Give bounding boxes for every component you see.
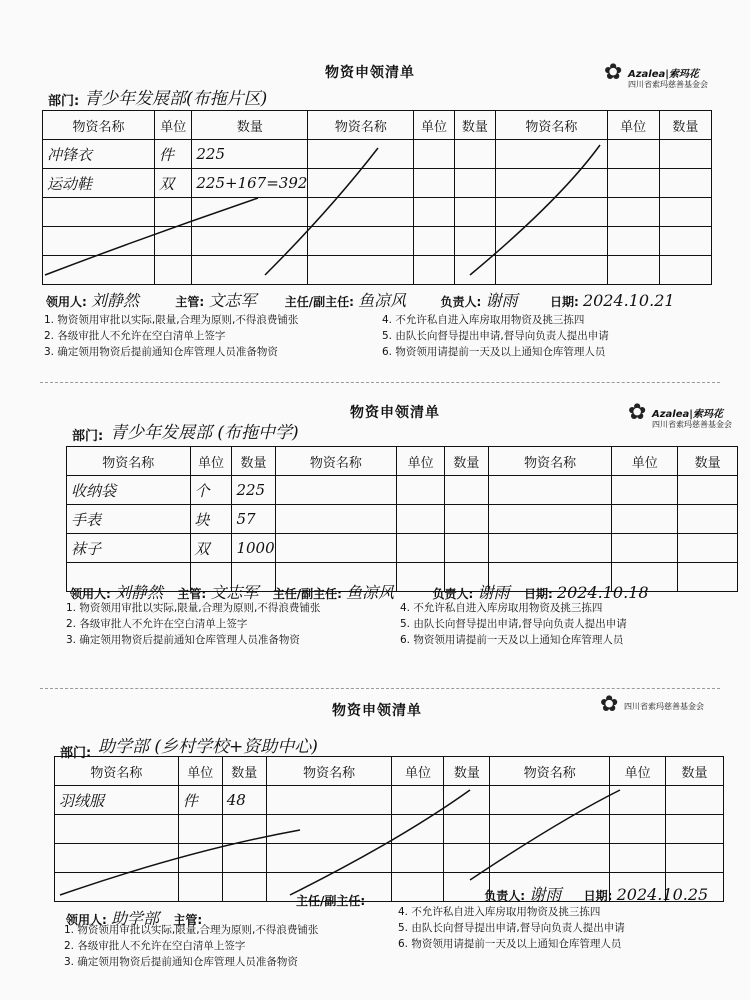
rule-text: 4. 不允许私自进入库房取用物资及挑三拣四 xyxy=(382,314,585,326)
azalea-flower-icon: ✿ xyxy=(628,400,647,425)
director-label: 主任/副主任: xyxy=(272,587,342,601)
director-label: 主任/副主任: xyxy=(284,295,354,309)
rule-text: 4. 不允许私自进入库房取用物资及挑三拣四 xyxy=(398,906,601,918)
responsible-label: 负责人: xyxy=(440,295,482,309)
recipient-label: 领用人: xyxy=(46,295,87,309)
logo-brand: Azalea|索玛花 xyxy=(652,409,723,420)
rule-text: 2. 各级审批人不允许在空白清单上签字 xyxy=(64,940,246,952)
dept-label: 部门: xyxy=(72,429,104,444)
dept-value: 助学部 (乡村学校+资助中心) xyxy=(98,737,318,757)
item-unit: 块 xyxy=(190,505,232,534)
responsible-signature: 谢雨 xyxy=(477,583,510,602)
table-row xyxy=(55,815,724,844)
col-header: 数量 xyxy=(232,447,275,476)
col-header: 物资名称 xyxy=(55,757,179,786)
item-unit: 件 xyxy=(155,140,192,169)
rule-text: 3. 确定领用物资后提前通知仓库管理人员准备物资 xyxy=(44,346,278,358)
rule-text: 2. 各级审批人不允许在空白清单上签字 xyxy=(44,330,226,342)
col-header: 数量 xyxy=(454,111,496,140)
col-header: 单位 xyxy=(607,111,659,140)
rule-text: 6. 物资领用请提前一天及以上通知仓库管理人员 xyxy=(400,634,624,646)
rule-text: 6. 物资领用请提前一天及以上通知仓库管理人员 xyxy=(382,346,606,358)
supervisor-signature: 文志军 xyxy=(208,291,257,310)
date-value: 2024.10.18 xyxy=(556,583,649,602)
col-header: 物资名称 xyxy=(488,447,612,476)
item-qty: 225+167=392 xyxy=(192,169,308,198)
director-signature: 鱼凉风 xyxy=(346,583,395,602)
rule-text: 4. 不允许私自进入库房取用物资及挑三拣四 xyxy=(400,602,603,614)
azalea-flower-icon: ✿ xyxy=(600,692,619,717)
rule-text: 2. 各级审批人不允许在空白清单上签字 xyxy=(66,618,248,630)
rule-text: 3. 确定领用物资后提前通知仓库管理人员准备物资 xyxy=(64,956,298,968)
col-header: 物资名称 xyxy=(496,111,607,140)
col-header: 物资名称 xyxy=(490,757,610,786)
recipient-signature: 刘静然 xyxy=(115,583,164,602)
item-name: 手表 xyxy=(67,505,191,534)
supervisor-label: 主管: xyxy=(173,913,203,927)
form-title: 物资申领清单 xyxy=(332,703,422,719)
responsible-label: 负责人: xyxy=(484,889,525,903)
dept-value: 青少年发展部(布拖片区) xyxy=(84,89,268,109)
item-unit: 件 xyxy=(178,786,222,815)
table-row xyxy=(55,844,724,873)
col-header: 数量 xyxy=(222,757,266,786)
item-name: 袜子 xyxy=(67,534,191,563)
director-label: 主任/副主任: xyxy=(296,894,366,908)
dept-value: 青少年发展部 (布拖中学) xyxy=(110,423,299,443)
items-table xyxy=(54,756,724,902)
col-header: 物资名称 xyxy=(266,757,392,786)
item-unit: 双 xyxy=(155,169,192,198)
recipient-label: 领用人: xyxy=(66,913,107,927)
foundation-logo xyxy=(600,692,704,717)
col-header: 单位 xyxy=(190,447,232,476)
date-label: 日期: xyxy=(549,295,579,309)
supervisor-signature: 文志军 xyxy=(210,583,259,602)
item-name: 羽绒服 xyxy=(55,786,179,815)
col-header: 数量 xyxy=(192,111,308,140)
col-header: 单位 xyxy=(610,757,666,786)
rule-text: 6. 物资领用请提前一天及以上通知仓库管理人员 xyxy=(398,938,622,950)
supervisor-label: 主管: xyxy=(175,295,205,309)
rule-text: 5. 由队长向督导提出申请,督导向负责人提出申请 xyxy=(382,330,609,342)
col-header: 数量 xyxy=(678,447,738,476)
col-header: 数量 xyxy=(445,447,489,476)
col-header: 单位 xyxy=(414,111,454,140)
supervisor-label: 主管: xyxy=(177,587,207,601)
responsible-signature: 谢雨 xyxy=(485,291,518,310)
col-header: 数量 xyxy=(666,757,724,786)
col-header: 物资名称 xyxy=(67,447,191,476)
item-name: 收纳袋 xyxy=(67,476,191,505)
date-value: 2024.10.21 xyxy=(582,291,675,310)
date-label: 日期: xyxy=(583,889,613,903)
form-title: 物资申领清单 xyxy=(350,405,440,421)
logo-org: 四川省索玛慈善基金会 xyxy=(652,420,732,429)
rule-text: 3. 确定领用物资后提前通知仓库管理人员准备物资 xyxy=(66,634,300,646)
logo-org: 四川省索玛慈善基金会 xyxy=(628,80,708,89)
director-signature: 鱼凉风 xyxy=(358,291,407,310)
azalea-flower-icon: ✿ xyxy=(604,60,623,85)
item-qty: 225 xyxy=(192,140,308,169)
dept-label: 部门: xyxy=(48,94,80,109)
recipient-label: 领用人: xyxy=(70,587,111,601)
col-header: 物资名称 xyxy=(43,111,155,140)
date-value: 2024.10.25 xyxy=(616,885,709,904)
rule-text: 1. 物资领用审批以实际,限量,合理为原则,不得浪费铺张 xyxy=(64,924,319,936)
item-name: 冲锋衣 xyxy=(43,140,155,169)
logo-brand: Azalea|索玛花 xyxy=(628,69,699,80)
recipient-signature: 助学部 xyxy=(111,909,160,928)
col-header: 数量 xyxy=(444,757,490,786)
rule-text: 5. 由队长向督导提出申请,督导向负责人提出申请 xyxy=(398,922,625,934)
recipient-signature: 刘静然 xyxy=(91,291,140,310)
col-header: 单位 xyxy=(178,757,222,786)
rule-text: 5. 由队长向督导提出申请,督导向负责人提出申请 xyxy=(400,618,627,630)
responsible-signature: 谢雨 xyxy=(529,885,562,904)
rule-text: 1. 物资领用审批以实际,限量,合理为原则,不得浪费铺张 xyxy=(66,602,321,614)
col-header: 单位 xyxy=(392,757,444,786)
col-header: 单位 xyxy=(155,111,192,140)
table-row xyxy=(55,786,724,815)
director-row xyxy=(296,890,365,909)
col-header: 物资名称 xyxy=(275,447,397,476)
item-name: 运动鞋 xyxy=(43,169,155,198)
rules-left xyxy=(64,922,318,970)
col-header: 单位 xyxy=(397,447,445,476)
dept-label: 部门: xyxy=(60,746,92,761)
date-label: 日期: xyxy=(523,587,553,601)
item-unit: 双 xyxy=(190,534,232,563)
item-unit: 个 xyxy=(190,476,232,505)
item-qty: 48 xyxy=(222,786,266,815)
col-header: 数量 xyxy=(659,111,711,140)
item-qty: 225 xyxy=(232,476,275,505)
item-qty: 57 xyxy=(232,505,275,534)
logo-org: 四川省索玛慈善基金会 xyxy=(624,702,704,711)
col-header: 物资名称 xyxy=(308,111,414,140)
table-header-row xyxy=(55,757,724,786)
responsible-label: 负责人: xyxy=(432,587,474,601)
form-title: 物资申领清单 xyxy=(325,65,415,81)
rule-text: 1. 物资领用审批以实际,限量,合理为原则,不得浪费铺张 xyxy=(44,314,299,326)
rules-right xyxy=(398,904,625,952)
item-qty: 1000 xyxy=(232,534,275,563)
col-header: 单位 xyxy=(612,447,678,476)
